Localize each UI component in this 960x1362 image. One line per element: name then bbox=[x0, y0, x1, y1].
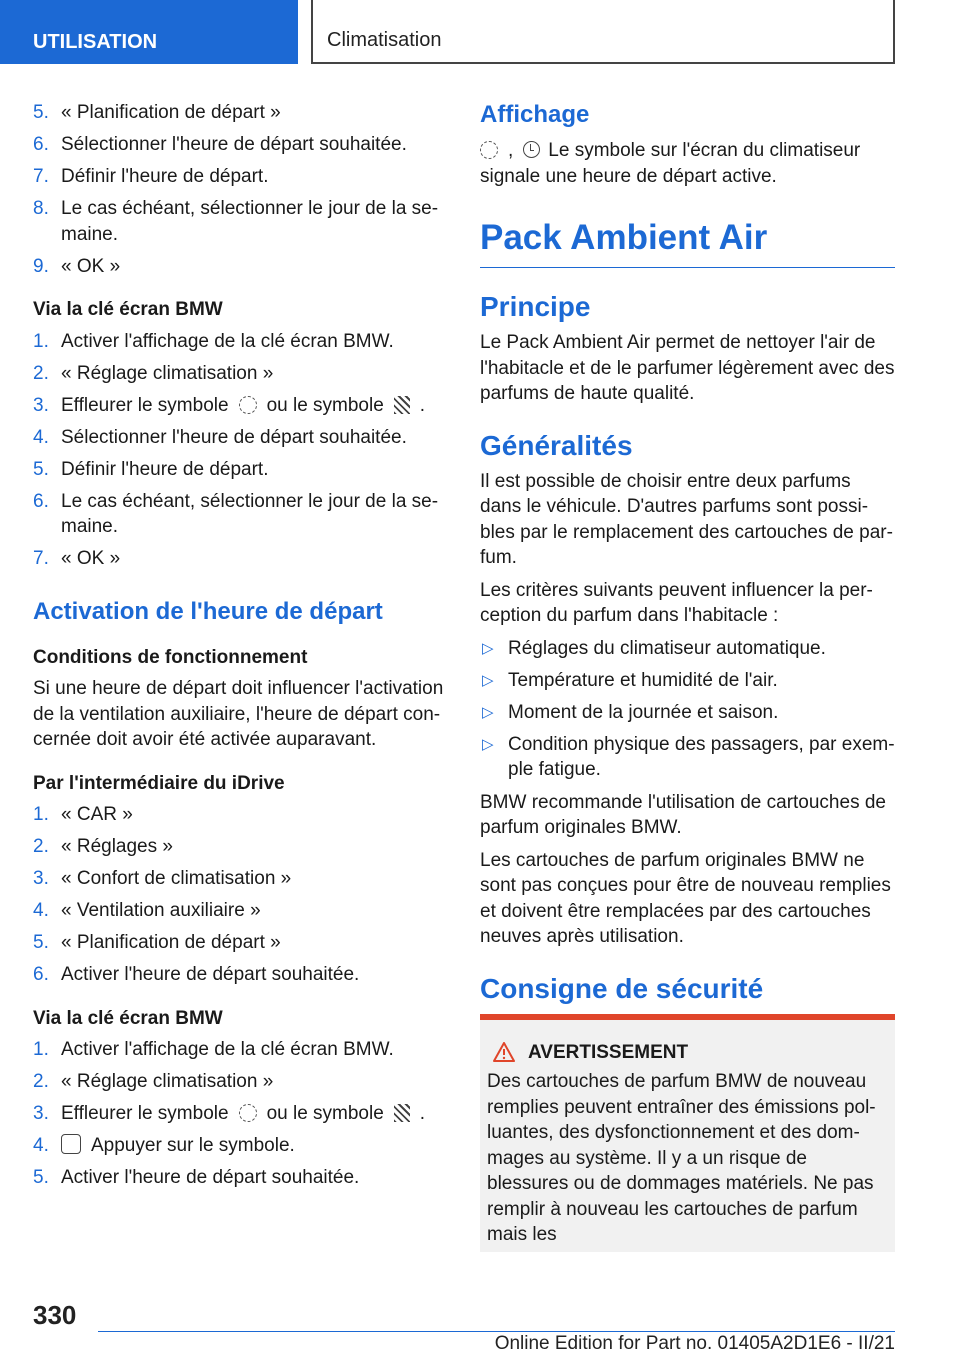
step-list-b bbox=[33, 329, 448, 572]
generalites-p1: Il est possible de choisir entre deux parfums dans le véhicule. D'autres parfums sont possi- bles par le remplacement des cartouches de par- fum. bbox=[480, 470, 893, 568]
list-item: 7. « OK » bbox=[33, 548, 121, 569]
list-item: 2. « Réglage climatisation » bbox=[33, 362, 274, 384]
list-item: 6. Sélectionner l'heure de départ souhaitée. bbox=[33, 134, 407, 155]
generalites-p4: Les cartouches de parfum originales BMW ne sont pas conçues pour être de nouveau remplies et doivent être remplacées par des cartouches neuves après utilisation. bbox=[480, 849, 891, 947]
list-item: 6. Le cas échéant, sélectionner le jour de la se- maine. bbox=[33, 490, 439, 537]
warning-box bbox=[480, 1014, 895, 1252]
list-item: ▷ Température et humidité de l'air. bbox=[480, 668, 895, 694]
fan-icon bbox=[239, 396, 257, 414]
activation-heading: Activation de l'heure de départ bbox=[33, 597, 383, 625]
subheading-via-cle: Via la clé écran BMW bbox=[33, 299, 223, 320]
list-item: 1. Activer l'affichage de la clé écran BMW. bbox=[33, 1039, 394, 1060]
step-list-c bbox=[33, 802, 448, 988]
conditions-text: Si une heure de départ doit influencer l'activation de la ventilation auxiliaire, l'heure de départ con- cernée doit avoir été activée auparavant. bbox=[33, 678, 444, 750]
step-list-a bbox=[33, 100, 448, 279]
fan-icon bbox=[480, 141, 498, 159]
list-item: ▷ Condition physique des passagers, par exem- ple fatigue. bbox=[482, 733, 895, 780]
page-number: 330 bbox=[33, 1300, 77, 1330]
list-item: 8. Le cas échéant, sélectionner le jour de la se- maine. bbox=[33, 198, 439, 245]
key-display-icon bbox=[61, 1134, 81, 1154]
list-item: 2. « Réglages » bbox=[33, 836, 173, 857]
list-item: 5. « Planification de départ » bbox=[33, 102, 281, 123]
triangle-bullet-icon: ▷ bbox=[482, 639, 494, 657]
list-item: 1. Activer l'affichage de la clé écran BMW. bbox=[33, 330, 394, 352]
list-item: 6. Activer l'heure de départ souhaitée. bbox=[33, 964, 360, 985]
list-item: 4. « Ventilation auxiliaire » bbox=[33, 900, 261, 921]
generalites-p3: BMW recommande l'utilisation de cartouches de parfum originales BMW. bbox=[480, 791, 886, 838]
list-item: 2. « Réglage climatisation » bbox=[33, 1071, 274, 1092]
section-tab bbox=[0, 0, 298, 64]
subheading-via-cle-2: Via la clé écran BMW bbox=[33, 1007, 223, 1029]
list-item: ▷ Moment de la journée et saison. bbox=[480, 700, 895, 726]
criteria-list bbox=[480, 636, 895, 783]
principe-text: Le Pack Ambient Air permet de nettoyer l'air de l'habitacle et de le parfumer légèrement avec des parfums de haute qualité. bbox=[480, 332, 895, 404]
fan-auto-icon bbox=[394, 1104, 410, 1122]
chapter-title: Climatisation bbox=[327, 29, 442, 51]
list-item: 3. Effleurer le symbole ou le symbole . bbox=[33, 1103, 426, 1124]
securite-heading: Consigne de sécurité bbox=[480, 972, 764, 1004]
step-list-d bbox=[33, 1037, 448, 1191]
list-item: 5. Définir l'heure de départ. bbox=[33, 458, 269, 480]
list-item: 1. « CAR » bbox=[33, 804, 133, 825]
list-item: 3. « Confort de climatisation » bbox=[33, 868, 292, 889]
left-column bbox=[33, 100, 448, 1197]
fan-icon bbox=[239, 1104, 257, 1122]
right-column bbox=[480, 100, 895, 1252]
generalites-p2: Les critères suivants peuvent influencer la per- ception du parfum dans l'habitacle : bbox=[480, 579, 873, 626]
clock-icon bbox=[523, 141, 540, 158]
footer-divider bbox=[98, 1331, 895, 1332]
warning-title-row bbox=[487, 1040, 889, 1066]
list-item: 4. Sélectionner l'heure de départ souhaitée. bbox=[33, 426, 407, 448]
pack-ambient-air-heading: Pack Ambient Air bbox=[480, 217, 895, 268]
generalites-heading: Généralités bbox=[480, 429, 633, 461]
affichage-heading: Affichage bbox=[480, 101, 590, 128]
list-item: ▷ Réglages du climatiseur automatique. bbox=[480, 636, 895, 662]
affichage-text: , Le symbole sur l'écran du climatiseur signale une heure de départ active. bbox=[480, 140, 861, 187]
chapter-header bbox=[311, 0, 895, 64]
list-item: 3. Effleurer le symbole ou le symbole . bbox=[33, 394, 426, 416]
principe-heading: Principe bbox=[480, 291, 591, 322]
fan-auto-icon bbox=[394, 396, 410, 414]
list-item: 5. Activer l'heure de départ souhaitée. bbox=[33, 1167, 360, 1188]
triangle-bullet-icon: ▷ bbox=[482, 735, 494, 753]
conditions-heading: Conditions de fonctionnement bbox=[33, 646, 308, 668]
list-item: 7. Définir l'heure de départ. bbox=[33, 166, 269, 187]
list-item: 5. « Planification de départ » bbox=[33, 932, 281, 953]
list-item: 4. Appuyer sur le symbole. bbox=[33, 1135, 295, 1156]
section-title: UTILISATION bbox=[33, 31, 158, 53]
warning-title: AVERTISSEMENT bbox=[528, 1041, 689, 1063]
warning-text: Des cartouches de parfum BMW de nouveau remplies peuvent entraîner des émissions pol- luantes, des dysfonctionnement et des dom- mages au système. Il y a un risque de blessures ou de dommages matériels. Ne pas remplir à nouveau les cartouches de parfum mais les bbox=[487, 1071, 876, 1245]
warning-triangle-icon bbox=[493, 1042, 515, 1062]
triangle-bullet-icon: ▷ bbox=[482, 671, 494, 689]
warning-body bbox=[480, 1020, 895, 1252]
triangle-bullet-icon: ▷ bbox=[482, 703, 494, 721]
idrive-heading: Par l'intermédiaire du iDrive bbox=[33, 772, 285, 794]
edition-footer: Online Edition for Part no. 01405A2D1E6 - II/21 bbox=[494, 1333, 895, 1354]
list-item: 9. « OK » bbox=[33, 255, 121, 277]
